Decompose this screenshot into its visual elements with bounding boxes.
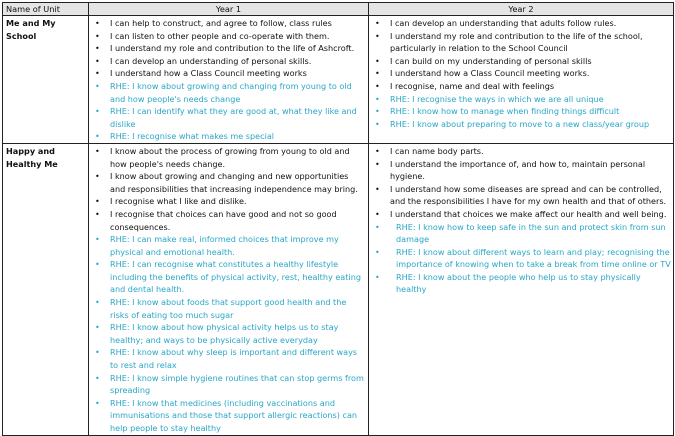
rhe-objective-item: • RHE: I know simple hygiene routines that can stop germs from spreading: [92, 372, 366, 397]
rhe-objective-item: • RHE: I know about preparing to move to a new class/year group: [372, 118, 671, 131]
rhe-objective-item: • RHE: I know how to manage when finding things difficult: [372, 105, 671, 118]
header-unit: Name of Unit: [3, 3, 89, 16]
year1-cell: [89, 143, 369, 435]
rhe-objective-item: • RHE: I can recognise what constitutes a healthy lifestyle including the benefits of physical activity, rest, healthy eating and dental health.: [92, 258, 366, 296]
objective-item: • I recognise what I like and dislike.: [92, 195, 366, 208]
rhe-objective-item: • RHE: I recognise what makes me special: [92, 130, 366, 143]
objective-item: • I recognise that choices can have good and not so good consequences.: [92, 208, 366, 233]
header-year2: Year 2: [369, 3, 674, 16]
unit-name: Happy and Healthy Me: [3, 143, 89, 435]
unit-row-happy-and-healthy-me: [3, 143, 674, 435]
rhe-objective-item: • RHE: I know about different ways to learn and play; recognising the importance of knowing when to take a break from time online or TV: [372, 246, 671, 271]
rhe-objective-item: • RHE: I recognise the ways in which we are all unique: [372, 93, 671, 106]
rhe-objective-item: • RHE: I know about why sleep is important and different ways to rest and relax: [92, 346, 366, 371]
rhe-objective-item: • RHE: I know that medicines (including vaccinations and immunisations and those that support allergic reactions) can help people to stay healthy: [92, 397, 366, 435]
rhe-objective-item: • RHE: I know about growing and changing from young to old and how people's needs change: [92, 80, 366, 105]
rhe-objective-item: • RHE: I know about how physical activity helps us to stay healthy; and ways to be physically active everyday: [92, 321, 366, 346]
objective-item: • I can name body parts.: [372, 145, 671, 158]
curriculum-table: [2, 2, 674, 436]
year1-cell: [89, 16, 369, 144]
unit-name: Me and My School: [3, 16, 89, 144]
year2-cell: [369, 143, 674, 435]
rhe-objective-item: • RHE: I can make real, informed choices that improve my physical and emotional health.: [92, 233, 366, 258]
objective-item: • I understand my role and contribution to the life of the school, particularly in relation to the School Council: [372, 30, 671, 55]
objective-item: • I understand how some diseases are spread and can be controlled, and the responsibilities I have for my own health and that of others.: [372, 183, 671, 208]
year2-list: [372, 17, 671, 130]
rhe-objective-item: • RHE: I know about the people who help us to stay physically healthy: [372, 271, 671, 296]
objective-item: • I understand the importance of, and how to, maintain personal hygiene.: [372, 158, 671, 183]
objective-item: • I understand my role and contribution to the life of Ashcroft.: [92, 42, 366, 55]
objective-item: • I understand how a Class Council meeting works.: [372, 67, 671, 80]
unit-row-me-and-my-school: [3, 16, 674, 144]
objective-item: • I can help to construct, and agree to follow, class rules: [92, 17, 366, 30]
objective-item: • I understand how a Class Council meeting works: [92, 67, 366, 80]
objective-item: • I understand that choices we make affect our health and well being.: [372, 208, 671, 221]
objective-item: • I can develop an understanding of personal skills.: [92, 55, 366, 68]
objective-item: • I know about the process of growing from young to old and how people's needs change.: [92, 145, 366, 170]
header-year1: Year 1: [89, 3, 369, 16]
rhe-objective-item: • RHE: I know about foods that support good health and the risks of eating too much sugar: [92, 296, 366, 321]
year1-list: [92, 17, 366, 143]
objective-item: • I can build on my understanding of personal skills: [372, 55, 671, 68]
rhe-objective-item: • RHE: I can identify what they are good at, what they like and dislike: [92, 105, 366, 130]
year2-cell: [369, 16, 674, 144]
objective-item: • I know about growing and changing and new opportunities and responsibilities that increasing independence may bring.: [92, 170, 366, 195]
rhe-objective-item: • RHE: I know how to keep safe in the sun and protect skin from sun damage: [372, 221, 671, 246]
objective-item: • I can listen to other people and co-operate with them.: [92, 30, 366, 43]
year1-list: [92, 145, 366, 435]
objective-item: • I can develop an understanding that adults follow rules.: [372, 17, 671, 30]
header-row: [3, 3, 674, 16]
year2-list: [372, 145, 671, 296]
objective-item: • I recognise, name and deal with feelings: [372, 80, 671, 93]
